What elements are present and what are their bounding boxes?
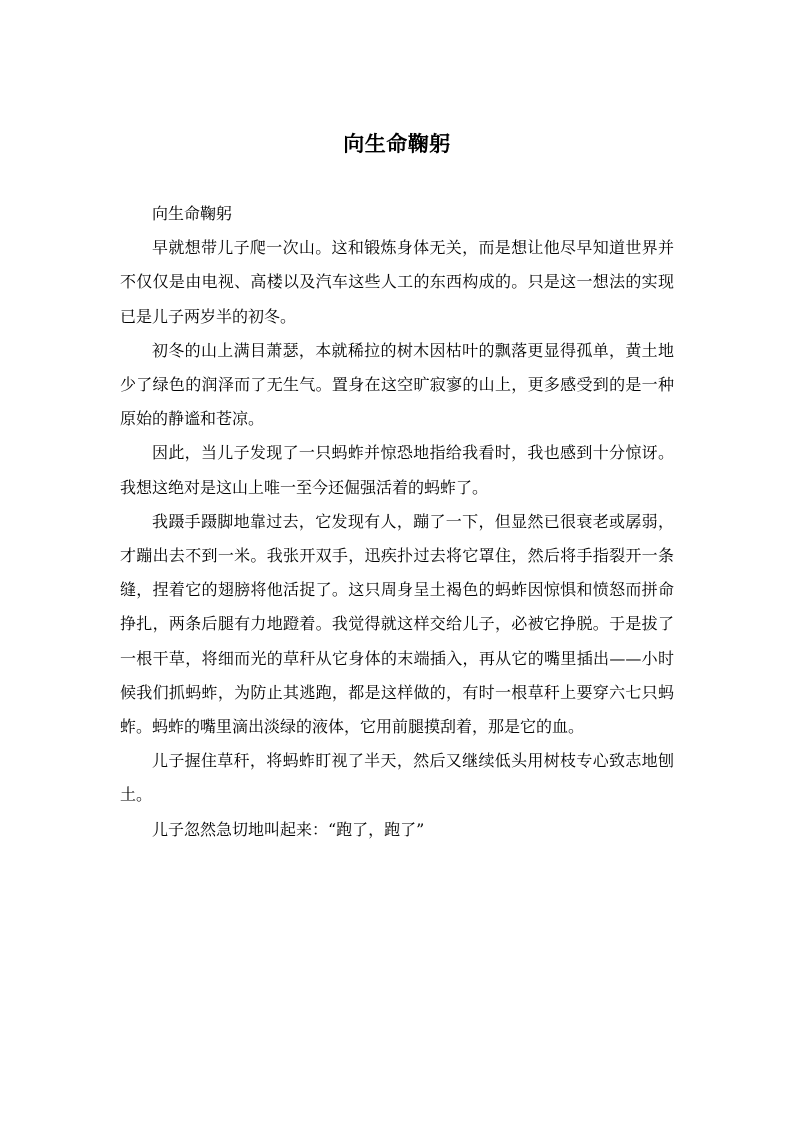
paragraph: 我蹑手蹑脚地靠过去，它发现有人，蹦了一下，但显然已很衰老或孱弱，才蹦出去不到一米。我张开双手，迅疾扑过去将它罩住，然后将手指裂开一条缝，捏着它的翅膀将他活捉了。这只周身呈土褐色的蚂蚱因惊惧和愤怒而拼命挣扎，两条后腿有力地蹬着。我觉得就这样交给儿子，必被它挣脱。于是拔了一根干草，将细而光的草秆从它身体的末端插入，再从它的嘴里插出——小时候我们抓蚂蚱，为防止其逃跑，都是这样做的，有时一根草秆上要穿六七只蚂蚱。蚂蚱的嘴里滴出淡绿的液体，它用前腿摸刮着，那是它的血。 <box>120 511 674 737</box>
paragraph: 初冬的山上满目萧瑟，本就稀拉的树木因枯叶的飘落更显得孤单，黄土地少了绿色的润泽而了无生气。置身在这空旷寂寥的山上，更多感受到的是一种原始的静谧和苍凉。 <box>120 340 674 429</box>
document-body <box>120 197 674 847</box>
document-title: 向生命鞠躬 <box>343 131 451 156</box>
paragraph-subtitle: 向生命鞠躬 <box>152 204 233 223</box>
paragraph: 儿子握住草秆，将蚂蚱盯视了半天，然后又继续低头用树枝专心致志地刨土。 <box>120 751 674 805</box>
paragraph: 因此，当儿子发现了一只蚂蚱并惊恐地指给我看时，我也感到十分惊讶。我想这绝对是这山上唯一至今还倔强活着的蚂蚱了。 <box>120 443 674 497</box>
paragraph: 儿子忽然急切地叫起来：“跑了，跑了” <box>152 819 425 839</box>
paragraph: 早就想带儿子爬一次山。这和锻炼身体无关，而是想让他尽早知道世界并不仅仅是由电视、高楼以及汽车这些人工的东西构成的。只是这一想法的实现已是儿子两岁半的初冬。 <box>120 238 674 326</box>
